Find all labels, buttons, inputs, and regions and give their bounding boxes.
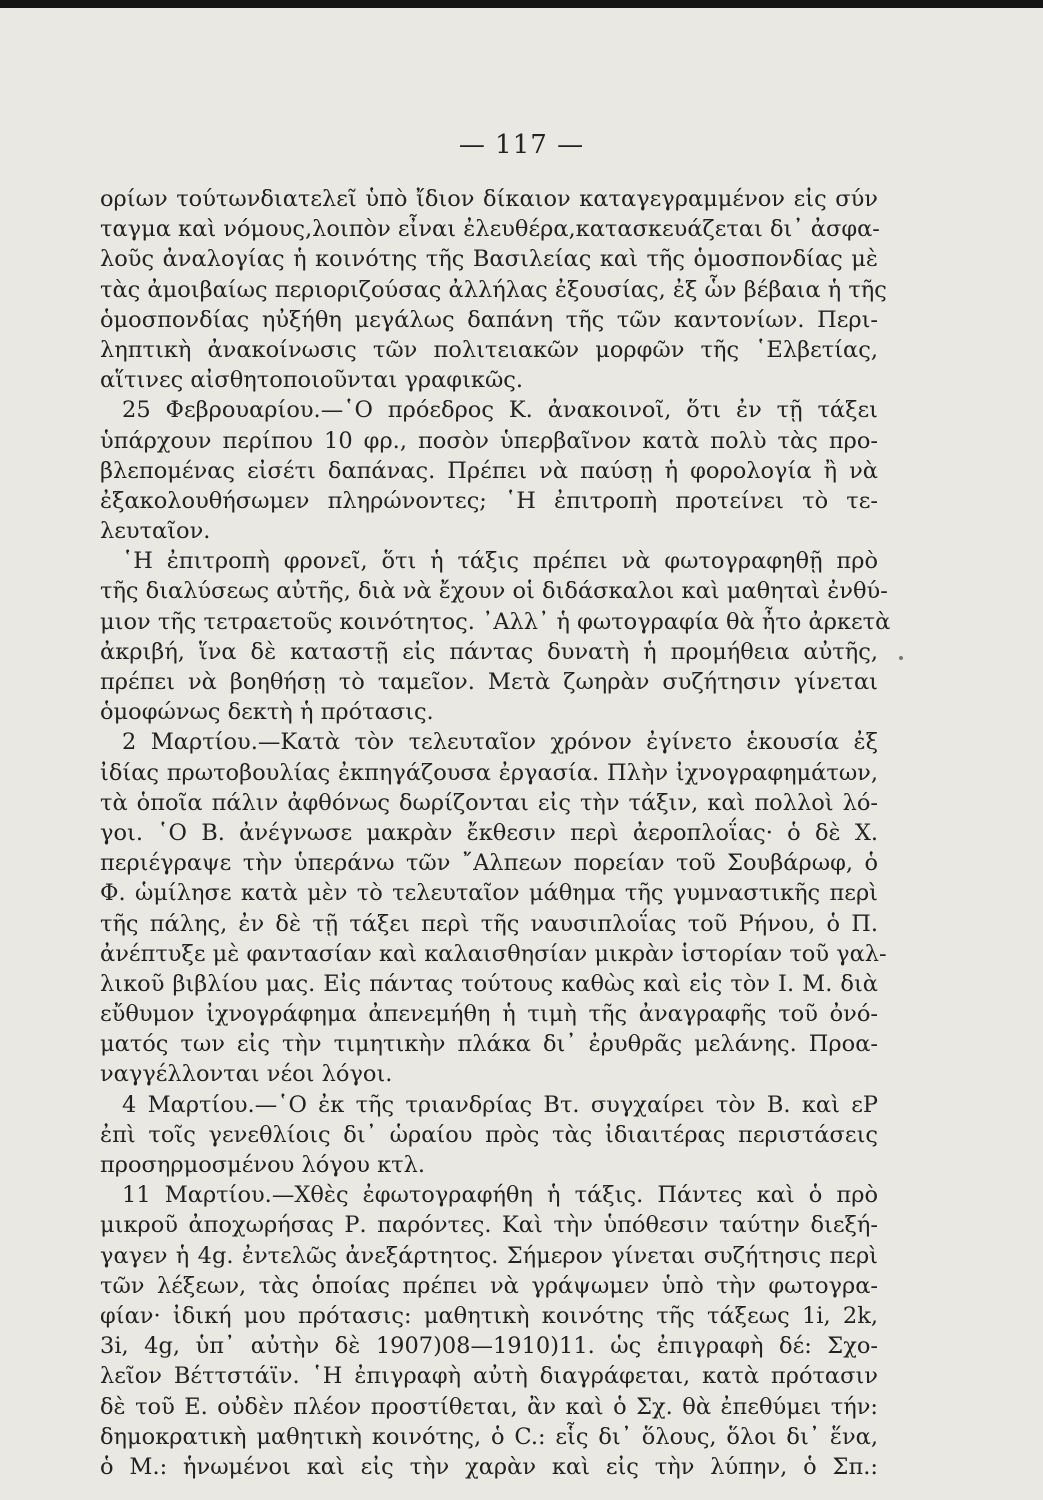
text-line: εὔθυμον ἰχνογράφημα ἀπενεμήθη ἡ τιμὴ τῆς ἀναγραφῆς τοῦ ὀνό-	[100, 1001, 878, 1028]
text-line: ἀνέπτυξε μὲ φαντασίαν καὶ καλαισθησίαν μικρὰν ἱστορίαν τοῦ γαλ-	[100, 940, 887, 967]
text-line: μιον τῆς τετραετοῦς κοινότητος. ᾽Αλλ᾽ ἡ φωτογραφία θὰ ἦτο ἀρκετὰ	[100, 608, 891, 635]
text-line: ορίων τούτωνδιατελεῖ ὑπὸ ἴδιον δίκαιον καταγεγραμμένον εἰς σύν	[100, 186, 878, 212]
text-line: 4 Μαρτίου.—῾Ο ἐκ τῆς τριανδρίας Βτ. συγχαίρει τὸν Β. καὶ εΡ	[122, 1091, 878, 1118]
text-line: πρέπει νὰ βοηθήσῃ τὸ ταμεῖον. Μετὰ ζωηρὰν συζήτησιν γίνεται	[100, 669, 878, 695]
text-line: τὰς ἀμοιβαίως περιοριζούσας ἀλλήλας ἐξουσίας, ἐξ ὧν βέβαια ἡ τῆς	[100, 276, 887, 303]
page-number: — 117 —	[458, 130, 585, 160]
text-line: γοι. ῾Ο Β. ἀνέγνωσε μακρὰν ἔκθεσιν περὶ ἀεροπλοΐας· ὁ δὲ Χ.	[100, 819, 878, 846]
text-line: προσηρμοσμένου λόγου κτλ.	[100, 1152, 426, 1178]
text-line: ἰδίας πρωτοβουλίας ἐκπηγάζουσα ἐργασία. Πλὴν ἰχνογραφημάτων,	[100, 759, 878, 786]
text-line: 25 Φεβρουαρίου.—῾Ο πρόεδρος Κ. ἀνακοινοῖ, ὅτι ἐν τῇ τάξει	[122, 397, 878, 424]
text-line: περιέγραψε τὴν ὑπεράνω τῶν ῎Αλπεων πορείαν τοῦ Σουβάρωφ, ὁ	[100, 850, 878, 877]
text-line: δὲ τοῦ Ε. οὐδὲν πλέον προστίθεται, ἂν καὶ ὁ Σχ. θὰ ἐπεθύμει τήν:	[100, 1393, 878, 1420]
scan-top-edge	[0, 0, 1043, 8]
body-text	[100, 184, 891, 1482]
margin-speck	[899, 656, 903, 660]
text-line: δημοκρατικὴ μαθητικὴ κοινότης, ὁ C.: εἷς δι᾽ ὅλους, ὅλοι δι᾽ ἕνα,	[100, 1423, 878, 1450]
text-line: ναγγέλλονται νέοι λόγοι.	[100, 1061, 393, 1088]
text-line: γαγεν ἡ 4g. ἐντελῶς ἀνεξάρτητος. Σήμερον γίνεται συζήτησις περὶ	[100, 1242, 878, 1269]
book-page	[0, 8, 1043, 1500]
text-line: τῆς πάλης, ἐν δὲ τῇ τάξει περὶ τῆς ναυσιπλοΐας τοῦ Ρήνου, ὁ Π.	[100, 910, 878, 937]
text-line: ἀκριβή, ἵνα δὲ καταστῇ εἰς πάντας δυνατὴ ἡ προμήθεια αὐτῆς,	[100, 638, 878, 665]
text-line: Φ. ὡμίλησε κατὰ μὲν τὸ τελευταῖον μάθημα τῆς γυμναστικῆς περὶ	[100, 880, 878, 907]
text-line: ματός των εἰς τὴν τιμητικὴν πλάκα δι᾽ ἐρυθρᾶς μελάνης. Προα-	[100, 1031, 878, 1058]
text-line: λεῖον Βέττστάϊν. ῾Η ἐπιγραφὴ αὐτὴ διαγράφεται, κατὰ πρότασιν	[100, 1363, 878, 1390]
text-line: ὁμοσπονδίας ηὐξήθη μεγάλως δαπάνη τῆς τῶν καντονίων. Περι-	[100, 306, 878, 333]
text-line: λικοῦ βιβλίου μας. Εἰς πάντας τούτους καθὼς καὶ εἰς τὸν Ι. Μ. διὰ	[100, 970, 878, 997]
text-line: 3i, 4g, ὑπ᾽ αὐτὴν δὲ 1907)08—1910)11. ὡς ἐπιγραφὴ δέ: Σχο-	[100, 1333, 878, 1360]
text-line: ῾Η ἐπιτροπὴ φρονεῖ, ὅτι ἡ τάξις πρέπει νὰ φωτογραφηθῇ πρὸ	[122, 548, 878, 575]
text-line: λοῦς ἀναλογίας ἡ κοινότης τῆς Βασιλείας καὶ τῆς ὁμοσπονδίας μὲ	[100, 246, 878, 273]
text-line: τῆς διαλύσεως αὐτῆς, διὰ νὰ ἔχουν οἱ διδάσκαλοι καὶ μαθηταὶ ἐνθύ-	[100, 578, 888, 605]
text-line: 11 Μαρτίου.—Χθὲς ἐφωτογραφήθη ἡ τάξις. Πάντες καὶ ὁ πρὸ	[122, 1182, 878, 1209]
text-line: 2 Μαρτίου.—Κατὰ τὸν τελευταῖον χρόνον ἐγίνετο ἑκουσία ἐξ	[122, 729, 878, 756]
text-line: ληπτικὴ ἀνακοίνωσις τῶν πολιτειακῶν μορφῶν τῆς ῾Ελβετίας,	[100, 336, 878, 363]
text-line: μικροῦ ἀποχωρήσας Ρ. παρόντες. Καὶ τὴν ὑπόθεσιν ταύτην διεξή-	[100, 1212, 878, 1239]
text-line: ταγμα καὶ νόμους,λοιπὸν εἶναι ἐλευθέρα,κατασκευάζεται δι᾽ ἀσφα-	[100, 216, 880, 243]
text-line: φίαν· ἰδική μου πρότασις: μαθητικὴ κοινότης τῆς τάξεως 1i, 2k,	[100, 1302, 878, 1329]
text-line: βλεπομένας εἰσέτι δαπάνας. Πρέπει νὰ παύσῃ ἡ φορολογία ἢ νὰ	[100, 457, 878, 484]
text-line: ὁ Μ.: ἡνωμένοι καὶ εἰς τὴν χαρὰν καὶ εἰς τὴν λύπην, ὁ Σπ.:	[100, 1453, 878, 1480]
text-line: ἐπὶ τοῖς γενεθλίοις δι᾽ ὡραίου πρὸς τὰς ἰδιαιτέρας περιστάσεις	[100, 1121, 878, 1148]
text-line: λευταῖον.	[100, 518, 211, 545]
text-line: ἐξακολουθήσωμεν πληρώνοντες; ῾Η ἐπιτροπὴ προτείνει τὸ τε-	[100, 487, 878, 514]
text-line: τῶν λέξεων, τὰς ὁποίας πρέπει νὰ γράψωμεν ὑπὸ τὴν φωτογρα-	[100, 1272, 878, 1299]
text-line: τὰ ὁποῖα πάλιν ἀφθόνως δωρίζονται εἰς τὴν τάξιν, καὶ πολλοὶ λό-	[100, 789, 878, 816]
text-line: ὁμοφώνως δεκτὴ ἡ πρότασις.	[100, 699, 434, 726]
text-line: ὑπάρχουν περίπου 10 φρ., ποσὸν ὑπερβαῖνον κατὰ πολὺ τὰς προ-	[100, 427, 878, 454]
text-line: αἵτινες αἰσθητοποιοῦνται γραφικῶς.	[100, 367, 524, 394]
